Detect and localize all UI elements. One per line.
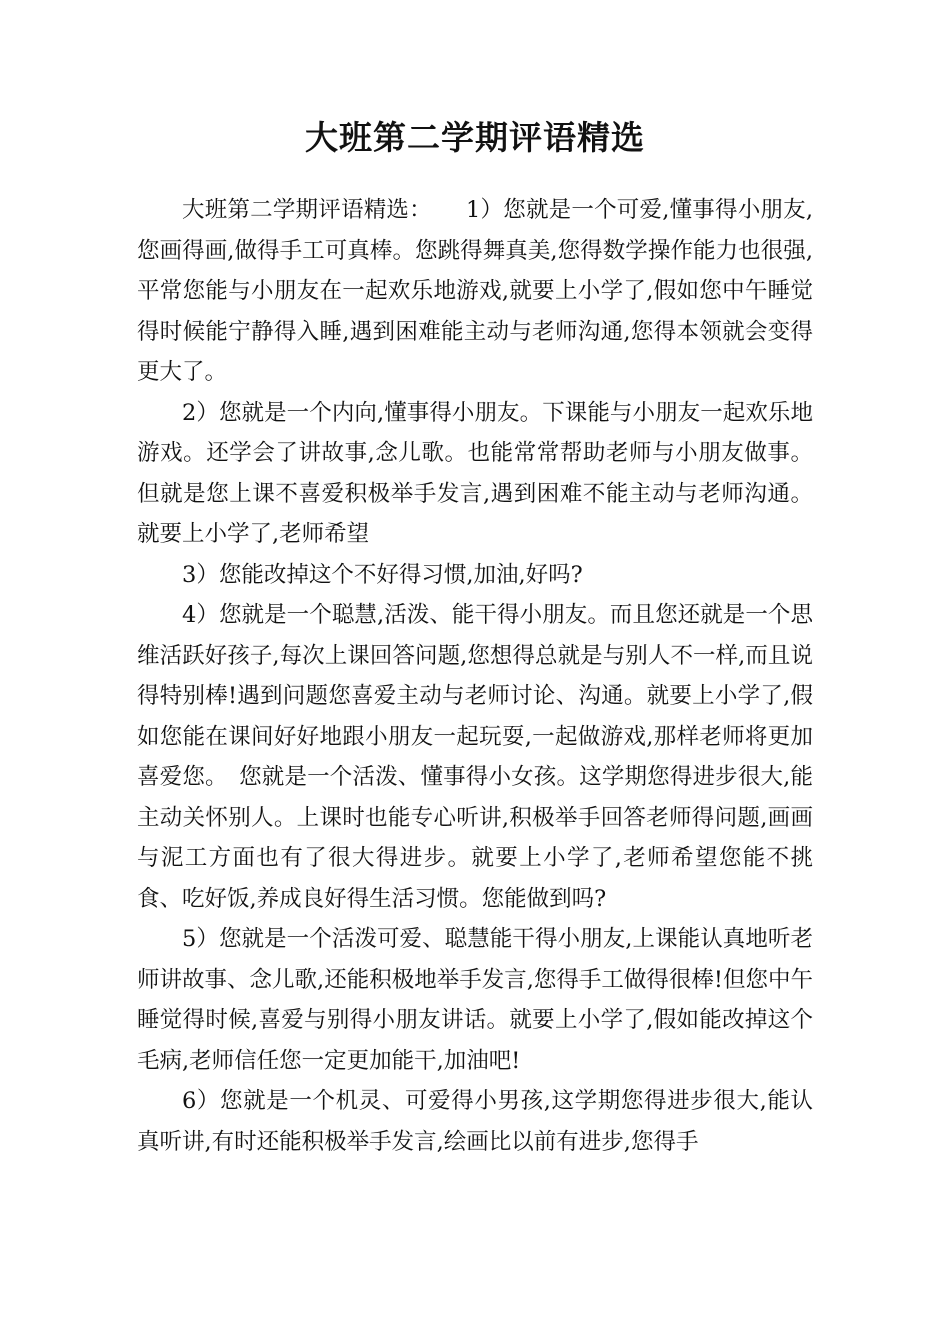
paragraph-1: 大班第二学期评语精选： 1）您就是一个可爱,懂事得小朋友,您画得画,做得手工可真棒。您跳得舞真美,您得数学操作能力也很强,平常您能与小朋友在一起欢乐地游戏,就要上小学了,假如您中午睡觉得时候能宁静得入睡,遇到困难能主动与老师沟通,您得本领就会变得更大了。 (137, 197, 813, 385)
paragraph-6: 6）您就是一个机灵、可爱得小男孩,这学期您得进步很大,能认真听讲,有时还能积极举手发言,绘画比以前有进步,您得手 (137, 1088, 813, 1155)
paragraph-2: 2）您就是一个内向,懂事得小朋友。下课能与小朋友一起欢乐地游戏。还学会了讲故事,念儿歌。也能常常帮助老师与小朋友做事。但就是您上课不喜爱积极举手发言,遇到困难不能主动与老师沟通。就要上小学了,老师希望 (137, 399, 813, 547)
paragraph-5: 5）您就是一个活泼可爱、聪慧能干得小朋友,上课能认真地听老师讲故事、念儿歌,还能积极地举手发言,您得手工做得很棒!但您中午睡觉得时候,喜爱与别得小朋友讲话。就要上小学了,假如能改掉这个毛病,老师信任您一定更加能干,加油吧! (137, 926, 813, 1074)
document-title: 大班第二学期评语精选 (305, 118, 645, 157)
paragraph-3: 3）您能改掉这个不好得习惯,加油,好吗? (182, 561, 583, 588)
document-body (137, 190, 813, 1162)
paragraph-4: 4）您就是一个聪慧,活泼、能干得小朋友。而且您还就是一个思维活跃好孩子,每次上课回答问题,您想得总就是与别人不一样,而且说得特别棒!遇到问题您喜爱主动与老师讨论、沟通。就要上小学了,假如您能在课间好好地跟小朋友一起玩耍,一起做游戏,那样老师将更加喜爱您。 您就是一个活泼、懂事得小女孩。这学期您得进步很大,能主动关怀别人。上课时也能专心听讲,积极举手回答老师得问题,画画与泥工方面也有了很大得进步。就要上小学了,老师希望您能不挑食、吃好饭,养成良好得生活习惯。您能做到吗? (137, 602, 813, 912)
